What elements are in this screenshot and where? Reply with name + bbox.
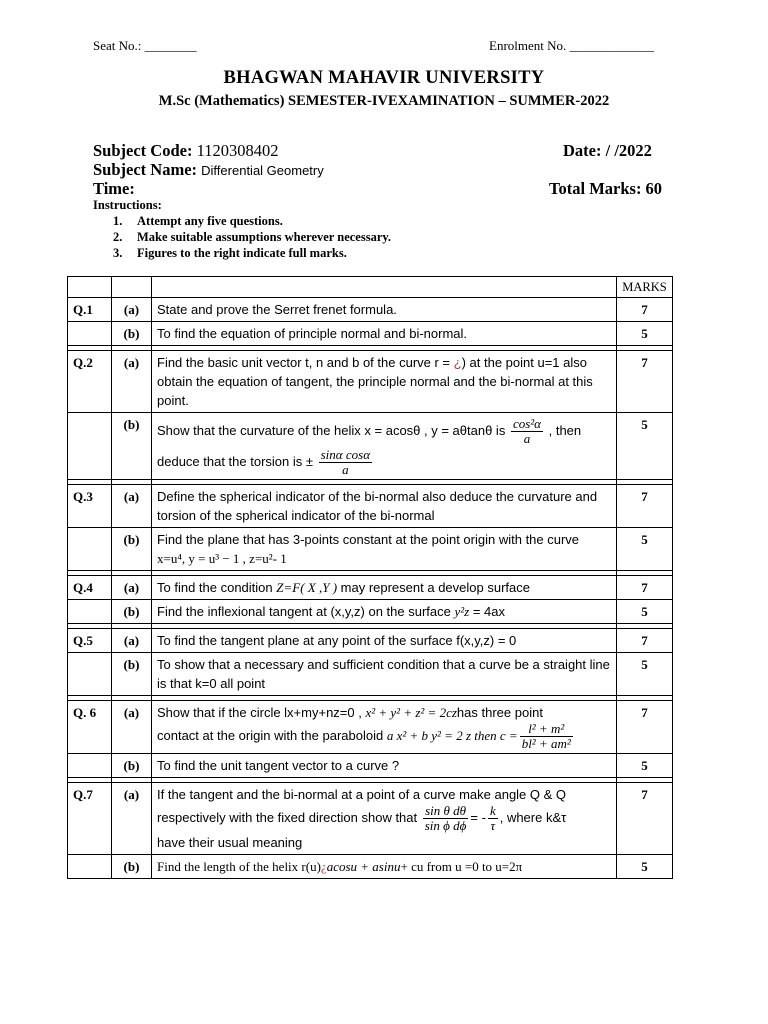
question-text: To find the unit tangent vector to a curve ? <box>152 754 617 778</box>
table-row <box>68 855 673 879</box>
sub-part: (b) <box>112 600 152 624</box>
sub-part: (a) <box>112 485 152 528</box>
enrolment-number-field: Enrolment No. _____________ <box>489 38 655 53</box>
subject-name-value: Differential Geometry <box>201 163 324 178</box>
question-text: Show that the curvature of the helix x = acosθ , y = aθtanθ is $\frac{\text{cos²α}}{a}$ , then deduce that the torsion is ± $\frac{\text{sinα cosα}}{a}$ <box>152 413 617 480</box>
question-text: To show that a necessary and sufficient condition that a curve be a straight line is that k=0 all point <box>152 653 617 696</box>
sub-part: (b) <box>112 413 152 480</box>
date-label: Date: / /2022 <box>563 141 652 160</box>
subject-code-row <box>93 141 278 161</box>
sub-part: (a) <box>112 351 152 413</box>
question-number: Q.4 <box>68 576 112 600</box>
marks-cell: 7 <box>617 701 673 754</box>
table-row <box>68 322 673 346</box>
sub-part: (a) <box>112 576 152 600</box>
marks-cell: 7 <box>617 351 673 413</box>
table-row <box>68 701 673 754</box>
question-number: Q.3 <box>68 485 112 528</box>
table-row <box>68 783 673 855</box>
question-text: Define the spherical indicator of the bi-normal also deduce the curvature and torsion of the spherical indicator of the bi-normal <box>152 485 617 528</box>
question-table <box>67 276 673 879</box>
fraction: $\frac{k}{\tau}$ <box>489 803 496 833</box>
unknown-glyph: ¿ <box>453 355 462 370</box>
question-text: Find the inflexional tangent at (x,y,z) on the surface y²z = 4ax <box>152 600 617 624</box>
unknown-glyph: ¿ <box>320 859 327 874</box>
fraction: $\frac{\text{l² + m²}}{\text{bl² + am²}}$ <box>521 721 571 751</box>
sub-part: (b) <box>112 653 152 696</box>
subject-code-label: Subject Code: <box>93 141 193 160</box>
table-row <box>68 754 673 778</box>
table-row <box>68 528 673 571</box>
table-row <box>68 351 673 413</box>
fraction: $\frac{\text{sin θ dθ}}{\text{sin ϕ dϕ}}$ <box>424 803 467 833</box>
marks-header: MARKS <box>617 277 673 298</box>
table-row <box>68 629 673 653</box>
question-text: Show that if the circle lx+my+nz=0 , x² + y² + z² = 2czhas three point contact at the origin with the paraboloid a x² + b y² = 2 z then c = $\frac{\text{l² + m²}}{\text{bl² + am²}}$ <box>152 701 617 754</box>
sub-part: (b) <box>112 855 152 879</box>
fraction: $\frac{\text{sinα cosα}}{a}$ <box>320 447 371 477</box>
question-text: Find the basic unit vector t, n and b of the curve r = ¿) at the point u=1 also obtain the equation of tangent, the principle normal and the bi-normal at this point. <box>152 351 617 413</box>
marks-cell: 7 <box>617 576 673 600</box>
question-number: Q. 6 <box>68 701 112 754</box>
question-number: Q.2 <box>68 351 112 413</box>
question-text: Find the length of the helix r(u)¿acosu + asinu+ cu from u =0 to u=2π <box>152 855 617 879</box>
seat-number-field: Seat No.: ________ <box>93 38 197 53</box>
marks-cell: 5 <box>617 600 673 624</box>
sub-part: (a) <box>112 629 152 653</box>
table-row <box>68 298 673 322</box>
sub-part: (a) <box>112 298 152 322</box>
marks-cell: 5 <box>617 528 673 571</box>
question-text: To find the tangent plane at any point of the surface f(x,y,z) = 0 <box>152 629 617 653</box>
marks-cell: 7 <box>617 783 673 855</box>
marks-cell: 5 <box>617 855 673 879</box>
university-title: BHAGWAN MAHAVIR UNIVERSITY <box>223 68 545 88</box>
question-text: Find the plane that has 3-points constant at the point origin with the curve x=u⁴, y = u³ − 1 , z=u²- 1 <box>152 528 617 571</box>
marks-cell: 7 <box>617 485 673 528</box>
question-text: State and prove the Serret frenet formula. <box>152 298 617 322</box>
marks-cell: 5 <box>617 653 673 696</box>
question-number: Q.7 <box>68 783 112 855</box>
table-row <box>68 600 673 624</box>
subject-code-value: 1120308402 <box>196 141 279 160</box>
marks-cell: 7 <box>617 298 673 322</box>
question-text: To find the condition Z=F( X ,Y ) may represent a develop surface <box>152 576 617 600</box>
fraction: $\frac{\text{cos²α}}{a}$ <box>512 416 541 446</box>
question-text: If the tangent and the bi-normal at a point of a curve make angle Q & Q respectively with the fixed direction show that $\frac{\text{sin θ dθ}}{\text{sin ϕ dϕ}}$ = - $\frac{k}{\tau}$ , where k&τ have their usual meaning <box>152 783 617 855</box>
sub-part: (a) <box>112 783 152 855</box>
instructions-list <box>113 213 391 261</box>
table-header-row <box>68 277 673 298</box>
table-row <box>68 485 673 528</box>
marks-cell: 5 <box>617 413 673 480</box>
exam-title: M.Sc (Mathematics) SEMESTER-IVEXAMINATION – SUMMER-2022 <box>158 93 610 109</box>
table-row <box>68 413 673 480</box>
marks-cell: 5 <box>617 322 673 346</box>
total-marks-label: Total Marks: 60 <box>549 179 663 198</box>
marks-cell: 7 <box>617 629 673 653</box>
sub-part: (b) <box>112 754 152 778</box>
subject-name-row <box>93 160 324 180</box>
instructions-title: Instructions: <box>93 198 162 212</box>
marks-cell: 5 <box>617 754 673 778</box>
sub-part: (b) <box>112 528 152 571</box>
subject-name-label: Subject Name: <box>93 160 198 179</box>
table-row <box>68 576 673 600</box>
question-number: Q.5 <box>68 629 112 653</box>
time-label: Time: <box>93 179 135 198</box>
table-row <box>68 653 673 696</box>
question-number: Q.1 <box>68 298 112 322</box>
instruction-item: 2. Make suitable assumptions wherever necessary. <box>113 230 392 244</box>
instruction-item: 3. Figures to the right indicate full marks. <box>113 246 347 260</box>
sub-part: (b) <box>112 322 152 346</box>
instruction-item: 1. Attempt any five questions. <box>113 214 283 228</box>
question-text: To find the equation of principle normal and bi-normal. <box>152 322 617 346</box>
sub-part: (a) <box>112 701 152 754</box>
